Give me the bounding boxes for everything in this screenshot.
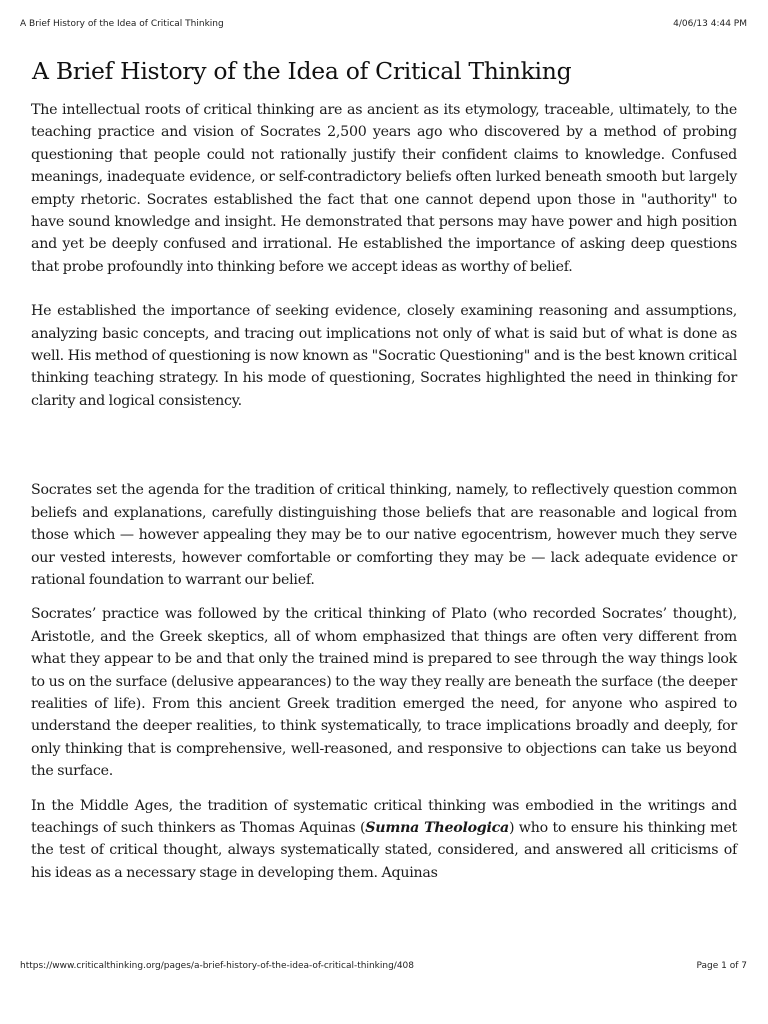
page-number: Page 1 of 7 xyxy=(696,961,747,971)
article xyxy=(31,55,737,884)
print-footer xyxy=(20,961,747,971)
footer-url: https://www.criticalthinking.org/pages/a-brief-history-of-the-idea-of-critical-thinking/408 xyxy=(20,961,415,971)
book-title-emphasis: Sumna Theologica xyxy=(365,819,509,836)
header-timestamp: 4/06/13 4:44 PM xyxy=(673,19,747,29)
paragraph-text-end: ) who to ensure his thinking met the test of critical thought, always systematically stated, considered, and answered all criticisms of his ideas as a necessary stage in developing them. Aquinas xyxy=(31,819,737,881)
page-title: A Brief History of the Idea of Critical Thinking xyxy=(32,57,572,85)
print-header xyxy=(20,19,747,29)
paragraph-middle-ages xyxy=(31,795,737,885)
header-doc-title: A Brief History of the Idea of Critical Thinking xyxy=(20,19,224,29)
paragraph: Socrates set the agenda for the tradition of critical thinking, namely, to reflectively question common beliefs and explanations, carefully distinguishing those beliefs that are reasonable and logical from those which — however appealing they may be to our native egocentrism, however much they serve our vested interests, however comfortable or comforting they may be — lack adequate evidence or rational foundation to warrant our belief. xyxy=(31,482,737,588)
paragraph-text-start: In the Middle Ages, the tradition of systematic critical thinking was embodied in the writings and teachings of such thinkers as Thomas Aquinas ( xyxy=(31,797,737,836)
paragraph: He established the importance of seeking evidence, closely examining reasoning and assumptions, analyzing basic concepts, and tracing out implications not only of what is said but of what is done as well. His method of questioning is now known as "Socratic Questioning" and is the best known critical thinking teaching strategy. In his mode of questioning, Socrates highlighted the need in thinking for clarity and logical consistency. xyxy=(31,303,737,409)
paragraph: The intellectual roots of critical thinking are as ancient as its etymology, traceable, ultimately, to the teaching practice and vision of Socrates 2,500 years ago who discovered by a method of probing questioning that people could not rationally justify their confident claims to knowledge. Confused meanings, inadequate evidence, or self-contradictory beliefs often lurked beneath smooth but largely empty rhetoric. Socrates established the fact that one cannot depend upon those in "authority" to have sound knowledge and insight. He demonstrated that persons may have power and high position and yet be deeply confused and irrational. He established the importance of asking deep questions that probe profoundly into thinking before we accept ideas as worthy of belief. xyxy=(31,102,737,275)
paragraph: Socrates’ practice was followed by the critical thinking of Plato (who recorded Socrates’ thought), Aristotle, and the Greek skeptics, all of whom emphasized that things are often very different from what they appear to be and that only the trained mind is prepared to see through the way things look to us on the surface (delusive appearances) to the way they really are beneath the surface (the deeper realities of life). From this ancient Greek tradition emerged the need, for anyone who aspired to understand the deeper realities, to think systematically, to trace implications broadly and deeply, for only thinking that is comprehensive, well-reasoned, and responsive to objections can take us beyond the surface. xyxy=(31,606,737,780)
